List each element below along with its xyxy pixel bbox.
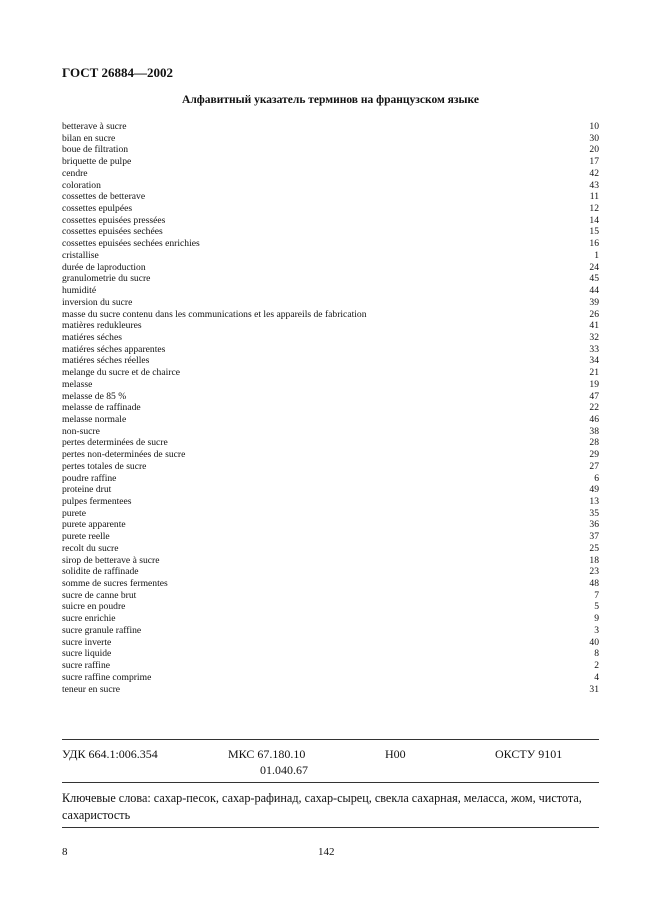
term-row xyxy=(62,332,599,344)
term-number: 34 xyxy=(589,355,599,367)
term-number: 20 xyxy=(589,144,599,156)
term-number: 14 xyxy=(589,214,599,226)
term-text: non-sucre xyxy=(62,425,100,437)
page-number-left: 8 xyxy=(62,846,68,858)
term-number: 49 xyxy=(589,484,599,496)
term-text: cossettes epuisées pressées xyxy=(62,214,166,226)
term-row xyxy=(62,156,599,168)
term-text: inversion du sucre xyxy=(62,296,133,308)
term-text: coloration xyxy=(62,179,101,191)
term-row xyxy=(62,484,599,496)
term-number: 23 xyxy=(589,566,599,578)
term-number: 35 xyxy=(589,507,599,519)
term-row xyxy=(62,250,599,262)
terms-list xyxy=(62,121,599,695)
term-row xyxy=(62,613,599,625)
term-row xyxy=(62,391,599,403)
term-text: suicre en poudre xyxy=(62,601,126,613)
term-number: 18 xyxy=(589,554,599,566)
term-text: purete apparente xyxy=(62,519,126,531)
term-text: cossettes epuisées sechées enrichies xyxy=(62,238,200,250)
term-text: solidite de raffinade xyxy=(62,566,139,578)
term-text: somme de sucres fermentes xyxy=(62,578,168,590)
index-title: Алфавитный указатель терминов на французском языке xyxy=(182,94,479,106)
term-row xyxy=(62,555,599,567)
term-number: 45 xyxy=(589,273,599,285)
term-number: 41 xyxy=(589,320,599,332)
term-row xyxy=(62,531,599,543)
term-row xyxy=(62,191,599,203)
term-number: 22 xyxy=(589,402,599,414)
term-row xyxy=(62,637,599,649)
term-row xyxy=(62,508,599,520)
term-row xyxy=(62,625,599,637)
term-text: sucre granule raffine xyxy=(62,624,142,636)
term-text: betterave à sucre xyxy=(62,121,127,132)
term-text: durée de laproduction xyxy=(62,261,146,273)
term-row xyxy=(62,461,599,473)
term-text: melasse xyxy=(62,378,93,390)
term-row xyxy=(62,297,599,309)
document-code: ГОСТ 26884—2002 xyxy=(62,65,174,80)
term-row xyxy=(62,496,599,508)
term-text: pertes totales de sucre xyxy=(62,460,147,472)
term-row xyxy=(62,648,599,660)
term-text: sucre inverte xyxy=(62,636,112,648)
term-row xyxy=(62,437,599,449)
term-row xyxy=(62,578,599,590)
term-number: 47 xyxy=(589,390,599,402)
term-row xyxy=(62,473,599,485)
term-text: pertes non-determinées de sucre xyxy=(62,449,186,461)
term-row xyxy=(62,367,599,379)
term-row xyxy=(62,285,599,297)
term-number: 4 xyxy=(594,671,599,683)
term-text: melasse de raffinade xyxy=(62,402,141,414)
term-text: matiéres séches apparentes xyxy=(62,343,166,355)
term-text: cendre xyxy=(62,167,88,179)
term-row xyxy=(62,519,599,531)
term-number: 38 xyxy=(589,425,599,437)
term-row xyxy=(62,660,599,672)
keywords-text: Ключевые слова: сахар-песок, сахар-рафинад, сахар-сырец, свекла сахарная, меласса, жом, чистота, сахаристость xyxy=(62,791,582,822)
term-number: 2 xyxy=(594,660,599,672)
term-text: teneur en sucre xyxy=(62,683,121,695)
term-number: 16 xyxy=(589,238,599,250)
term-row xyxy=(62,215,599,227)
term-number: 8 xyxy=(594,648,599,660)
term-row xyxy=(62,449,599,461)
term-number: 36 xyxy=(589,519,599,531)
term-text: purete xyxy=(62,507,86,519)
term-number: 24 xyxy=(589,261,599,273)
term-text: proteine drut xyxy=(62,484,112,496)
term-number: 25 xyxy=(589,542,599,554)
term-row xyxy=(62,566,599,578)
term-text: matières redukleures xyxy=(62,320,142,332)
term-text: sucre raffine comprime xyxy=(62,671,152,683)
term-number: 7 xyxy=(594,589,599,601)
term-number: 28 xyxy=(589,437,599,449)
term-number: 26 xyxy=(589,308,599,320)
term-row xyxy=(62,309,599,321)
term-number: 6 xyxy=(594,472,599,484)
term-row xyxy=(62,180,599,192)
term-number: 31 xyxy=(589,683,599,695)
term-number: 19 xyxy=(589,378,599,390)
term-text: poudre raffine xyxy=(62,472,117,484)
term-row xyxy=(62,355,599,367)
term-text: bilan en sucre xyxy=(62,132,116,144)
term-row xyxy=(62,121,599,133)
term-number: 10 xyxy=(589,121,599,132)
term-text: boue de filtration xyxy=(62,144,129,156)
term-row xyxy=(62,590,599,602)
term-text: briquette de pulpe xyxy=(62,156,132,168)
term-text: sucre liquide xyxy=(62,648,112,660)
term-number: 30 xyxy=(589,132,599,144)
term-text: purete reelle xyxy=(62,531,110,543)
term-number: 43 xyxy=(589,179,599,191)
term-row xyxy=(62,133,599,145)
term-row xyxy=(62,426,599,438)
term-row xyxy=(62,684,599,696)
okstu-code: ОКСТУ 9101 xyxy=(495,747,563,761)
term-number: 40 xyxy=(589,636,599,648)
term-row xyxy=(62,226,599,238)
term-text: sirop de betterave à sucre xyxy=(62,554,160,566)
term-row xyxy=(62,320,599,332)
term-number: 15 xyxy=(589,226,599,238)
term-number: 44 xyxy=(589,285,599,297)
term-number: 39 xyxy=(589,296,599,308)
term-number: 13 xyxy=(589,496,599,507)
term-row xyxy=(62,238,599,250)
term-text: sucre de canne brut xyxy=(62,589,137,601)
term-text: granulometrie du sucre xyxy=(62,273,151,285)
term-text: masse du sucre contenu dans les communications et les appareils de fabrication xyxy=(62,308,367,320)
term-number: 17 xyxy=(589,156,599,168)
mks-code-line2: 01.040.67 xyxy=(260,763,308,777)
term-row xyxy=(62,379,599,391)
term-number: 46 xyxy=(589,413,599,425)
term-number: 21 xyxy=(589,367,599,379)
term-text: cristallise xyxy=(62,249,99,261)
term-text: cossettes de betterave xyxy=(62,191,146,203)
mks-code-line1: МКС 67.180.10 xyxy=(228,747,306,761)
term-number: 12 xyxy=(589,203,599,215)
term-text: matiéres séches réelles xyxy=(62,355,150,367)
term-number: 42 xyxy=(589,167,599,179)
term-text: melange du sucre et de chairce xyxy=(62,367,180,379)
term-row xyxy=(62,262,599,274)
term-row xyxy=(62,203,599,215)
term-row xyxy=(62,543,599,555)
term-number: 33 xyxy=(589,343,599,355)
term-number: 1 xyxy=(594,249,599,261)
term-row xyxy=(62,144,599,156)
term-text: melasse de 85 % xyxy=(62,390,127,402)
term-text: cossettes epuisées sechées xyxy=(62,226,163,238)
middle-divider xyxy=(62,782,599,783)
term-row xyxy=(62,273,599,285)
term-row xyxy=(62,168,599,180)
term-number: 27 xyxy=(589,460,599,472)
term-number: 37 xyxy=(589,531,599,543)
bottom-divider xyxy=(62,827,599,828)
term-text: pulpes fermentees xyxy=(62,496,132,507)
term-text: melasse normale xyxy=(62,413,127,425)
top-divider xyxy=(62,739,599,740)
term-number: 48 xyxy=(589,578,599,590)
udk-code: УДК 664.1:006.354 xyxy=(62,747,158,761)
category-code: Н00 xyxy=(385,747,406,761)
term-row xyxy=(62,344,599,356)
term-row xyxy=(62,672,599,684)
term-text: humidité xyxy=(62,285,97,297)
term-number: 29 xyxy=(589,449,599,461)
term-number: 5 xyxy=(594,601,599,613)
term-number: 32 xyxy=(589,331,599,343)
term-row xyxy=(62,414,599,426)
page-number-center: 142 xyxy=(318,846,335,858)
term-row xyxy=(62,402,599,414)
term-row xyxy=(62,601,599,613)
term-text: recolt du sucre xyxy=(62,542,119,554)
term-text: sucre enrichie xyxy=(62,613,116,625)
term-text: sucre raffine xyxy=(62,660,111,672)
term-number: 11 xyxy=(589,191,599,203)
term-text: cossettes epulpées xyxy=(62,203,133,215)
term-number: 9 xyxy=(594,613,599,625)
term-text: matiéres séches xyxy=(62,331,122,343)
term-text: pertes determinées de sucre xyxy=(62,437,168,449)
term-number: 3 xyxy=(594,624,599,636)
